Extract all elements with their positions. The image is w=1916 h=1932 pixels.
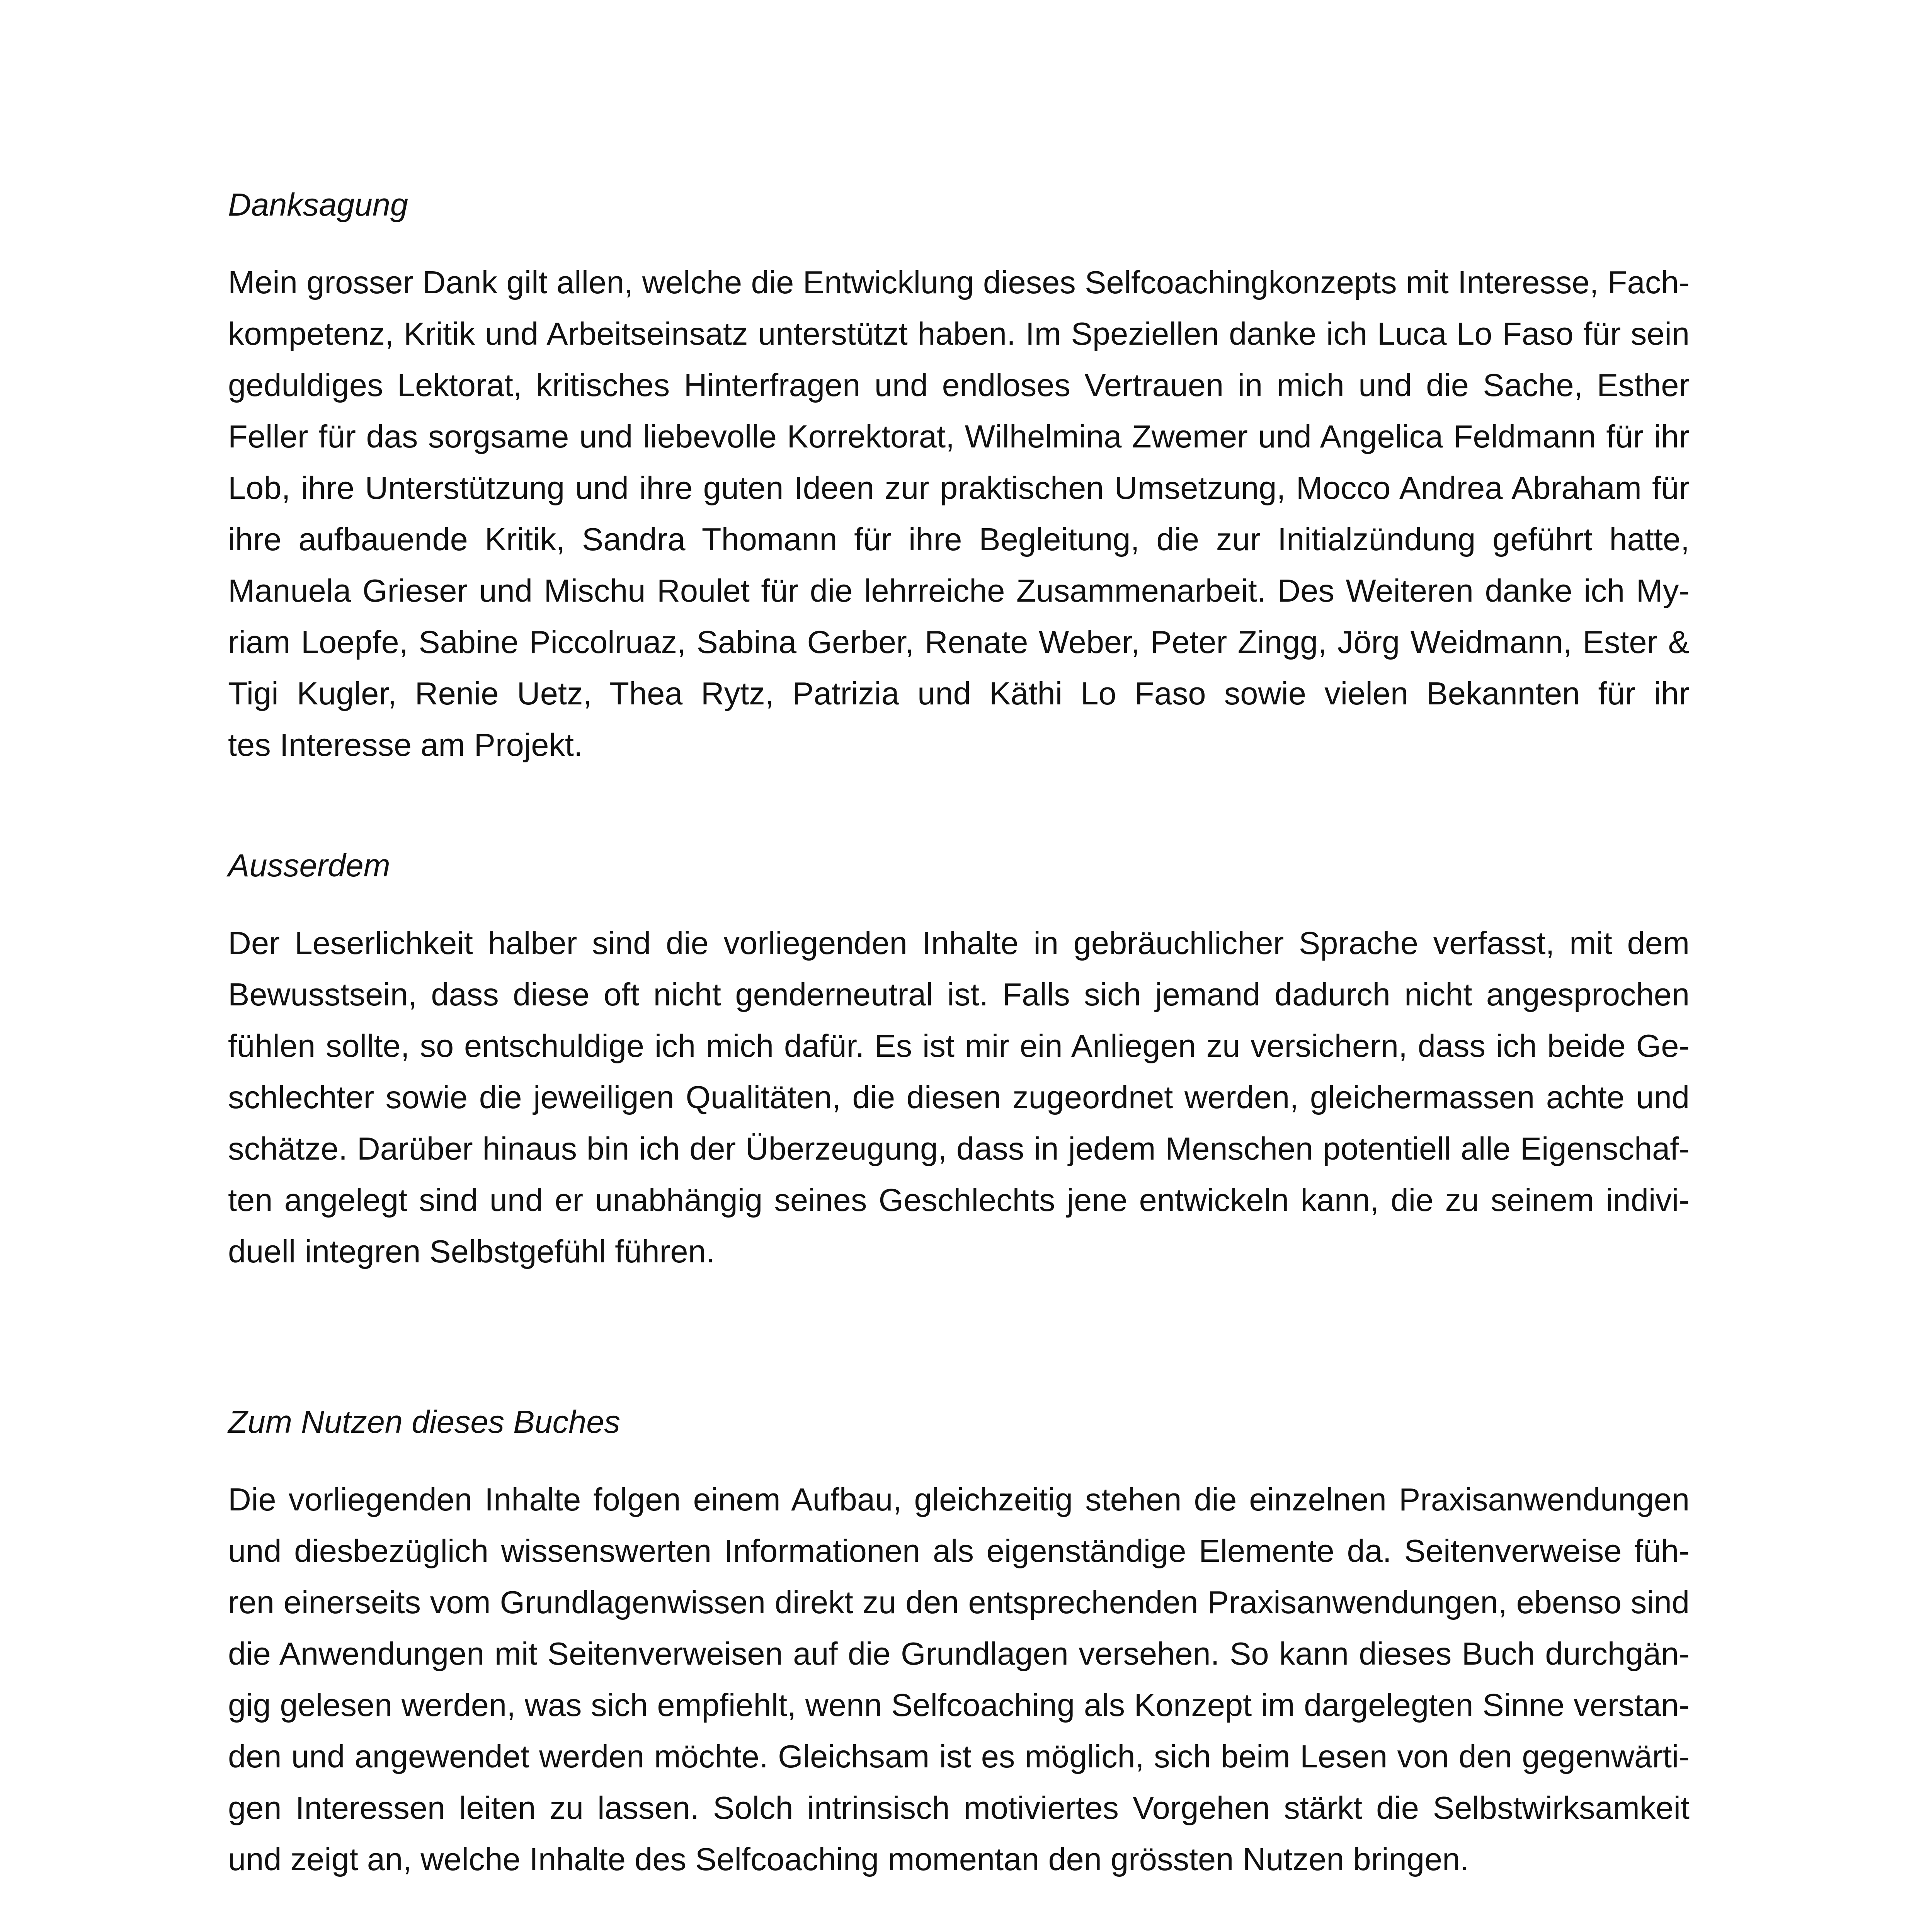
paragraph-line: riam Loepfe, Sabine Piccolruaz, Sabina Gerber, Renate Weber, Peter Zingg, Jörg Weidmann, Ester &	[228, 624, 1690, 660]
section-danksagung	[228, 185, 1690, 770]
paragraph-line: den und angewendet werden möchte. Gleichsam ist es möglich, sich beim Lesen von den gegenwärti-	[228, 1738, 1690, 1774]
paragraph-line: ten angelegt sind und er unabhängig seines Geschlechts jene entwickeln kann, die zu seinem indivi-	[228, 1182, 1690, 1218]
paragraph-line: duell integren Selbstgefühl führen.	[228, 1233, 715, 1269]
paragraph-line: ihre aufbauende Kritik, Sandra Thomann für ihre Begleitung, die zur Initialzündung geführt hatte,	[228, 521, 1690, 557]
paragraph-line: ren einerseits vom Grundlagenwissen direkt zu den entsprechenden Praxisanwendungen, ebenso sind	[228, 1584, 1690, 1620]
section-ausserdem	[228, 846, 1690, 1277]
paragraph-line: Lob, ihre Unterstützung und ihre guten Ideen zur praktischen Umsetzung, Mocco Andrea Abraham für	[228, 470, 1690, 506]
paragraph-line: Bewusstsein, dass diese oft nicht genderneutral ist. Falls sich jemand dadurch nicht angesprochen	[228, 976, 1690, 1012]
paragraph-line: Der Leserlichkeit halber sind die vorliegenden Inhalte in gebräuchlicher Sprache verfasst, mit dem	[228, 925, 1690, 961]
paragraph-line: gen Interessen leiten zu lassen. Solch intrinsisch motiviertes Vorgehen stärkt die Selbstwirksamkeit	[228, 1790, 1690, 1826]
section-paragraph	[228, 257, 1690, 770]
paragraph-line: geduldiges Lektorat, kritisches Hinterfragen und endloses Vertrauen in mich und die Sache, Esther	[228, 367, 1690, 403]
section-zum-nutzen	[228, 1403, 1690, 1885]
paragraph-line: Feller für das sorgsame und liebevolle Korrektorat, Wilhelmina Zwemer und Angelica Feldmann für ihr	[228, 418, 1690, 454]
paragraph-line: kompetenz, Kritik und Arbeitseinsatz unterstützt haben. Im Speziellen danke ich Luca Lo Faso für sein	[228, 316, 1690, 352]
paragraph-line: Tigi Kugler, Renie Uetz, Thea Rytz, Patrizia und Käthi Lo Faso sowie vielen Bekannten für ihr	[228, 675, 1690, 711]
section-heading: Ausserdem	[228, 847, 390, 883]
paragraph-line: und diesbezüglich wissenswerten Informationen als eigenständige Elemente da. Seitenverweise füh-	[228, 1533, 1690, 1569]
paragraph-line: gig gelesen werden, was sich empfiehlt, wenn Selfcoaching als Konzept im dargelegten Sinne verstan-	[228, 1687, 1690, 1723]
paragraph-line: Die vorliegenden Inhalte folgen einem Aufbau, gleichzeitig stehen die einzelnen Praxisanwendungen	[228, 1481, 1690, 1517]
paragraph-line: schlechter sowie die jeweiligen Qualitäten, die diesen zugeordnet werden, gleichermassen achte und	[228, 1079, 1690, 1115]
paragraph-line: schätze. Darüber hinaus bin ich der Überzeugung, dass in jedem Menschen potentiell alle Eigenschaf-	[228, 1131, 1690, 1167]
paragraph-line: tes Interesse am Projekt.	[228, 727, 583, 763]
section-heading: Zum Nutzen dieses Buches	[228, 1404, 620, 1440]
section-paragraph	[228, 917, 1690, 1277]
section-paragraph	[228, 1474, 1690, 1885]
paragraph-line: die Anwendungen mit Seitenverweisen auf die Grundlagen versehen. So kann dieses Buch durchgän-	[228, 1636, 1690, 1672]
section-heading: Danksagung	[228, 187, 408, 223]
paragraph-line: Manuela Grieser und Mischu Roulet für die lehrreiche Zusammenarbeit. Des Weiteren danke ich My-	[228, 573, 1690, 609]
paragraph-line: Mein grosser Dank gilt allen, welche die Entwicklung dieses Selfcoachingkonzepts mit Interesse, Fach-	[228, 264, 1690, 300]
paragraph-line: und zeigt an, welche Inhalte des Selfcoaching momentan den grössten Nutzen bringen.	[228, 1841, 1469, 1877]
paragraph-line: fühlen sollte, so entschuldige ich mich dafür. Es ist mir ein Anliegen zu versichern, dass ich beide Ge-	[228, 1028, 1690, 1064]
